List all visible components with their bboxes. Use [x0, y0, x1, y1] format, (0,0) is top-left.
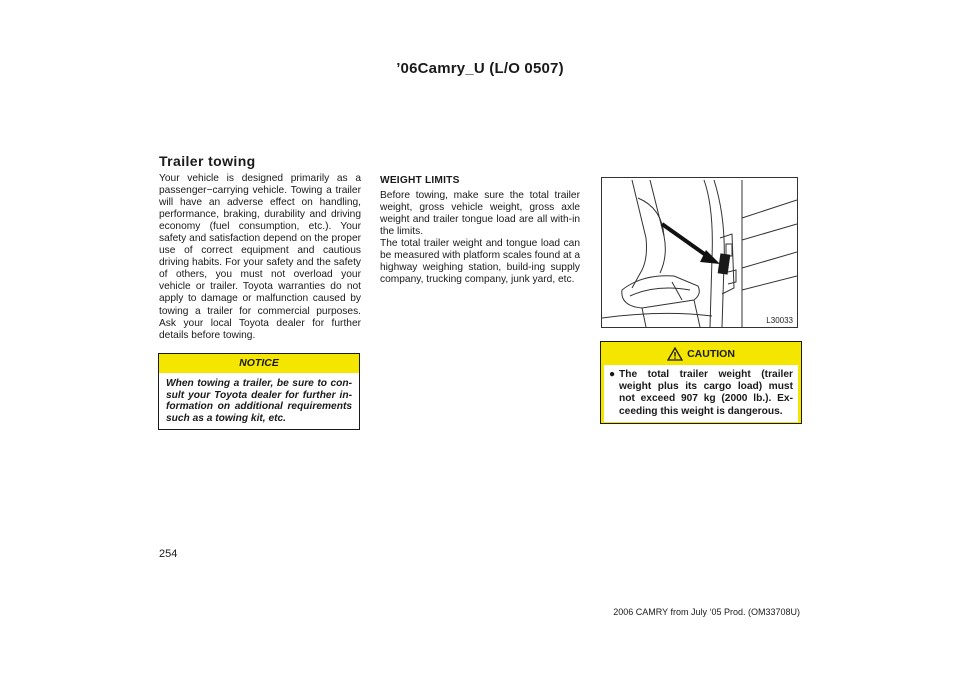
intro-paragraph: Your vehicle is designed primarily as a passenger−carrying vehicle. Towing a trailer will have an adverse effect on handling, performance, braking, durability and driving economy (fuel consumption, etc.). Your safety and satisfaction depend on the proper use of correct equipment and cautious driving habits. For your safety and the safety of others, you must not overload your vehicle or trailer. Toyota warranties do not apply to damage or malfunction caused by towing a trailer for commercial purposes. Ask your local Toyota dealer for further details before towing. [159, 173, 361, 341]
notice-label: NOTICE [159, 354, 359, 373]
door-pillar-label-figure [601, 177, 798, 328]
weight-limits-heading: WEIGHT LIMITS [380, 175, 460, 186]
warning-triangle-icon [667, 347, 683, 361]
caution-label: CAUTION [687, 347, 735, 360]
weight-limits-paragraph-1: Before towing, make sure the total trailer weight, gross vehicle weight, gross axle weight and trailer tongue load are all with-in the limits. [380, 190, 580, 238]
caution-content [604, 365, 798, 422]
caution-text: The total trailer weight (trailer weight plus its cargo load) must not exceed 907 kg (2000 lb.). Ex-ceeding this weight is dangerous. [619, 369, 793, 417]
notice-text: When towing a trailer, be sure to con-sult your Toyota dealer for further in-formation on additional requirements such as a towing kit, etc. [166, 378, 352, 425]
document-header: ’06Camry_U (L/O 0507) [396, 60, 564, 77]
figure-code: L30033 [766, 316, 793, 325]
section-heading: Trailer towing [159, 153, 256, 169]
caution-header [601, 342, 801, 365]
bullet-icon: ● [609, 369, 616, 380]
caution-box [600, 341, 802, 424]
notice-box [158, 353, 360, 430]
door-pillar-label-illustration [602, 178, 797, 327]
footer-text: 2006 CAMRY from July ‘05 Prod. (OM33708U) [613, 607, 800, 617]
page-number: 254 [159, 548, 178, 560]
weight-limits-paragraph-2: The total trailer weight and tongue load can be measured with platform scales found at a highway weighing station, build-ing supply company, trucking company, junk yard, etc. [380, 238, 580, 286]
